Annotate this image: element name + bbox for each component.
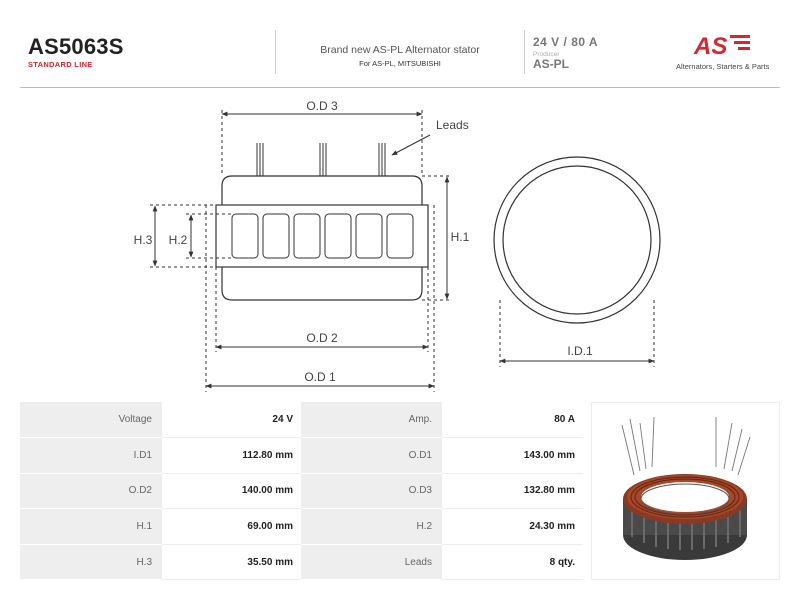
spec-label: I.D1: [20, 438, 162, 474]
spec-table: [20, 402, 583, 580]
header-rule: [20, 87, 780, 88]
brand-tagline: Alternators, Starters & Parts: [676, 62, 770, 71]
product-line-label: STANDARD LINE: [28, 60, 93, 69]
stator-photo-illustration: [592, 403, 779, 579]
h1-label: H.1: [450, 230, 470, 244]
end-view-outer: [494, 157, 660, 323]
spec-value: 80 A: [442, 402, 583, 438]
product-photo: [591, 402, 780, 580]
spec-label: H.2: [301, 509, 442, 545]
stator-winding-top: [222, 176, 422, 205]
part-number: AS5063S: [28, 34, 124, 59]
od2-label: O.D 2: [306, 331, 338, 345]
h3-label: H.3: [133, 233, 153, 247]
divider: [275, 30, 276, 74]
spec-value: 132.80 mm: [442, 473, 583, 509]
spec-value: 69.00 mm: [162, 509, 301, 545]
divider: [524, 30, 525, 74]
spec-value: 143.00 mm: [442, 438, 583, 474]
spec-value: 24.30 mm: [442, 509, 583, 545]
spec-value: 140.00 mm: [162, 473, 301, 509]
producer-label: Producer: [533, 51, 560, 58]
product-fitment: For AS-PL, MITSUBISHI: [359, 59, 441, 68]
spec-value: 112.80 mm: [162, 438, 301, 474]
spec-value: 35.50 mm: [162, 544, 301, 580]
table-row: [20, 402, 583, 438]
spec-label: Amp.: [301, 402, 442, 438]
spec-value: 24 V: [162, 402, 301, 438]
product-description: Brand new AS-PL Alternator stator: [320, 44, 480, 56]
producer-name: AS-PL: [533, 57, 569, 71]
stator-slots: [232, 214, 413, 258]
h2-label: H.2: [168, 233, 188, 247]
spec-label: H.3: [20, 544, 162, 580]
stator-winding-bottom: [222, 267, 422, 300]
spec-label: Voltage: [20, 402, 162, 438]
end-view-inner: [503, 166, 651, 314]
brand-logo-text: AS: [694, 33, 728, 60]
spec-value: 8 qty.: [442, 544, 583, 580]
od1-label: O.D 1: [304, 370, 336, 384]
technical-drawing: [0, 90, 800, 395]
spec-label: H.1: [20, 509, 162, 545]
table-row: [20, 438, 583, 474]
id1-label: I.D.1: [567, 344, 593, 358]
voltage-amp-summary: 24 V / 80 A: [533, 35, 599, 49]
spec-label: Leads: [301, 544, 442, 580]
spec-label: O.D2: [20, 473, 162, 509]
table-row: [20, 509, 583, 545]
lead-wires: [257, 143, 385, 176]
header: [0, 0, 800, 88]
table-row: [20, 473, 583, 509]
spec-label: O.D3: [301, 473, 442, 509]
od3-label: O.D 3: [306, 99, 338, 113]
table-row: [20, 544, 583, 580]
leads-label: Leads: [436, 118, 469, 132]
spec-label: O.D1: [301, 438, 442, 474]
